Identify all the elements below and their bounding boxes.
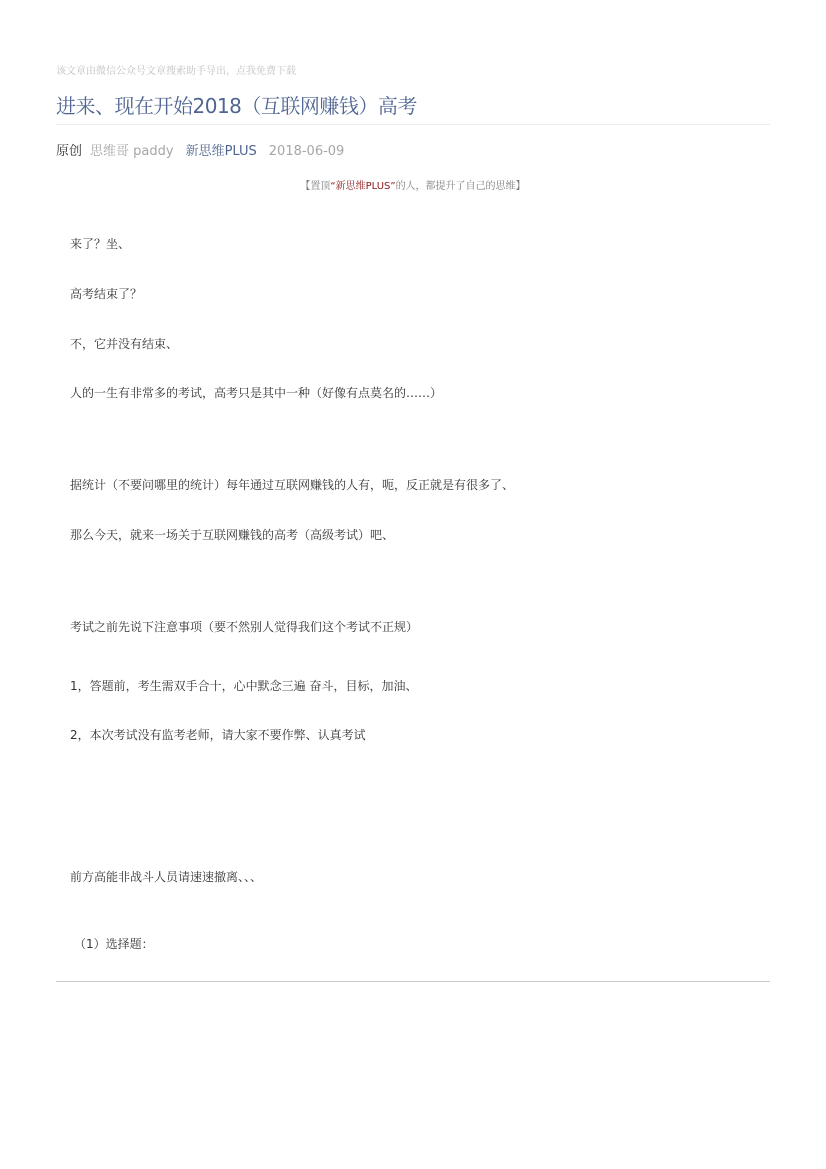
pin-note xyxy=(56,177,770,192)
paragraph: 考试之前先说下注意事项（要不然别人觉得我们这个考试不正规） xyxy=(70,620,419,634)
article-page xyxy=(56,0,770,1169)
paragraph: 据统计（不要问哪里的统计）每年通过互联网赚钱的人有，呃，反正就是有很多了、 xyxy=(70,478,515,492)
publish-date: 2018-06-09 xyxy=(268,144,345,159)
section-heading: （1）选择题： xyxy=(74,937,154,951)
paragraph: 来了？坐、 xyxy=(70,237,131,251)
original-label: 原创 xyxy=(56,144,83,159)
paragraph: 那么今天，就来一场关于互联网赚钱的高考（高级考试）吧、 xyxy=(70,528,395,542)
article-meta xyxy=(56,140,356,159)
paragraph: 高考结束了？ xyxy=(70,287,143,301)
paragraph: 2，本次考试没有监考老师，请大家不要作弊、认真考试 xyxy=(70,728,366,742)
account-name-link[interactable]: 新思维PLUS xyxy=(185,144,257,159)
export-note-link[interactable]: 该文章由微信公众号文章搜索助手导出，点我免费下载 xyxy=(56,66,296,77)
author-name: 思维哥 paddy xyxy=(90,144,174,159)
paragraph: 不，它并没有结束、 xyxy=(70,337,179,351)
article-title: 进来、现在开始2018（互联网赚钱）高考 xyxy=(56,94,417,118)
pin-note-prefix: 【置顶 xyxy=(300,181,331,192)
title-divider xyxy=(56,124,770,125)
pin-note-suffix: 的人，都提升了自己的思维】 xyxy=(395,181,526,192)
page-bottom-divider xyxy=(56,981,770,982)
pin-note-account: “新思维PLUS” xyxy=(330,181,396,192)
paragraph: 人的一生有非常多的考试，高考只是其中一种（好像有点莫名的……） xyxy=(70,386,443,400)
paragraph: 前方高能非战斗人员请速速撤离、、、 xyxy=(70,870,263,884)
paragraph: 1，答题前，考生需双手合十，心中默念三遍 奋斗，目标，加油、 xyxy=(70,679,418,693)
